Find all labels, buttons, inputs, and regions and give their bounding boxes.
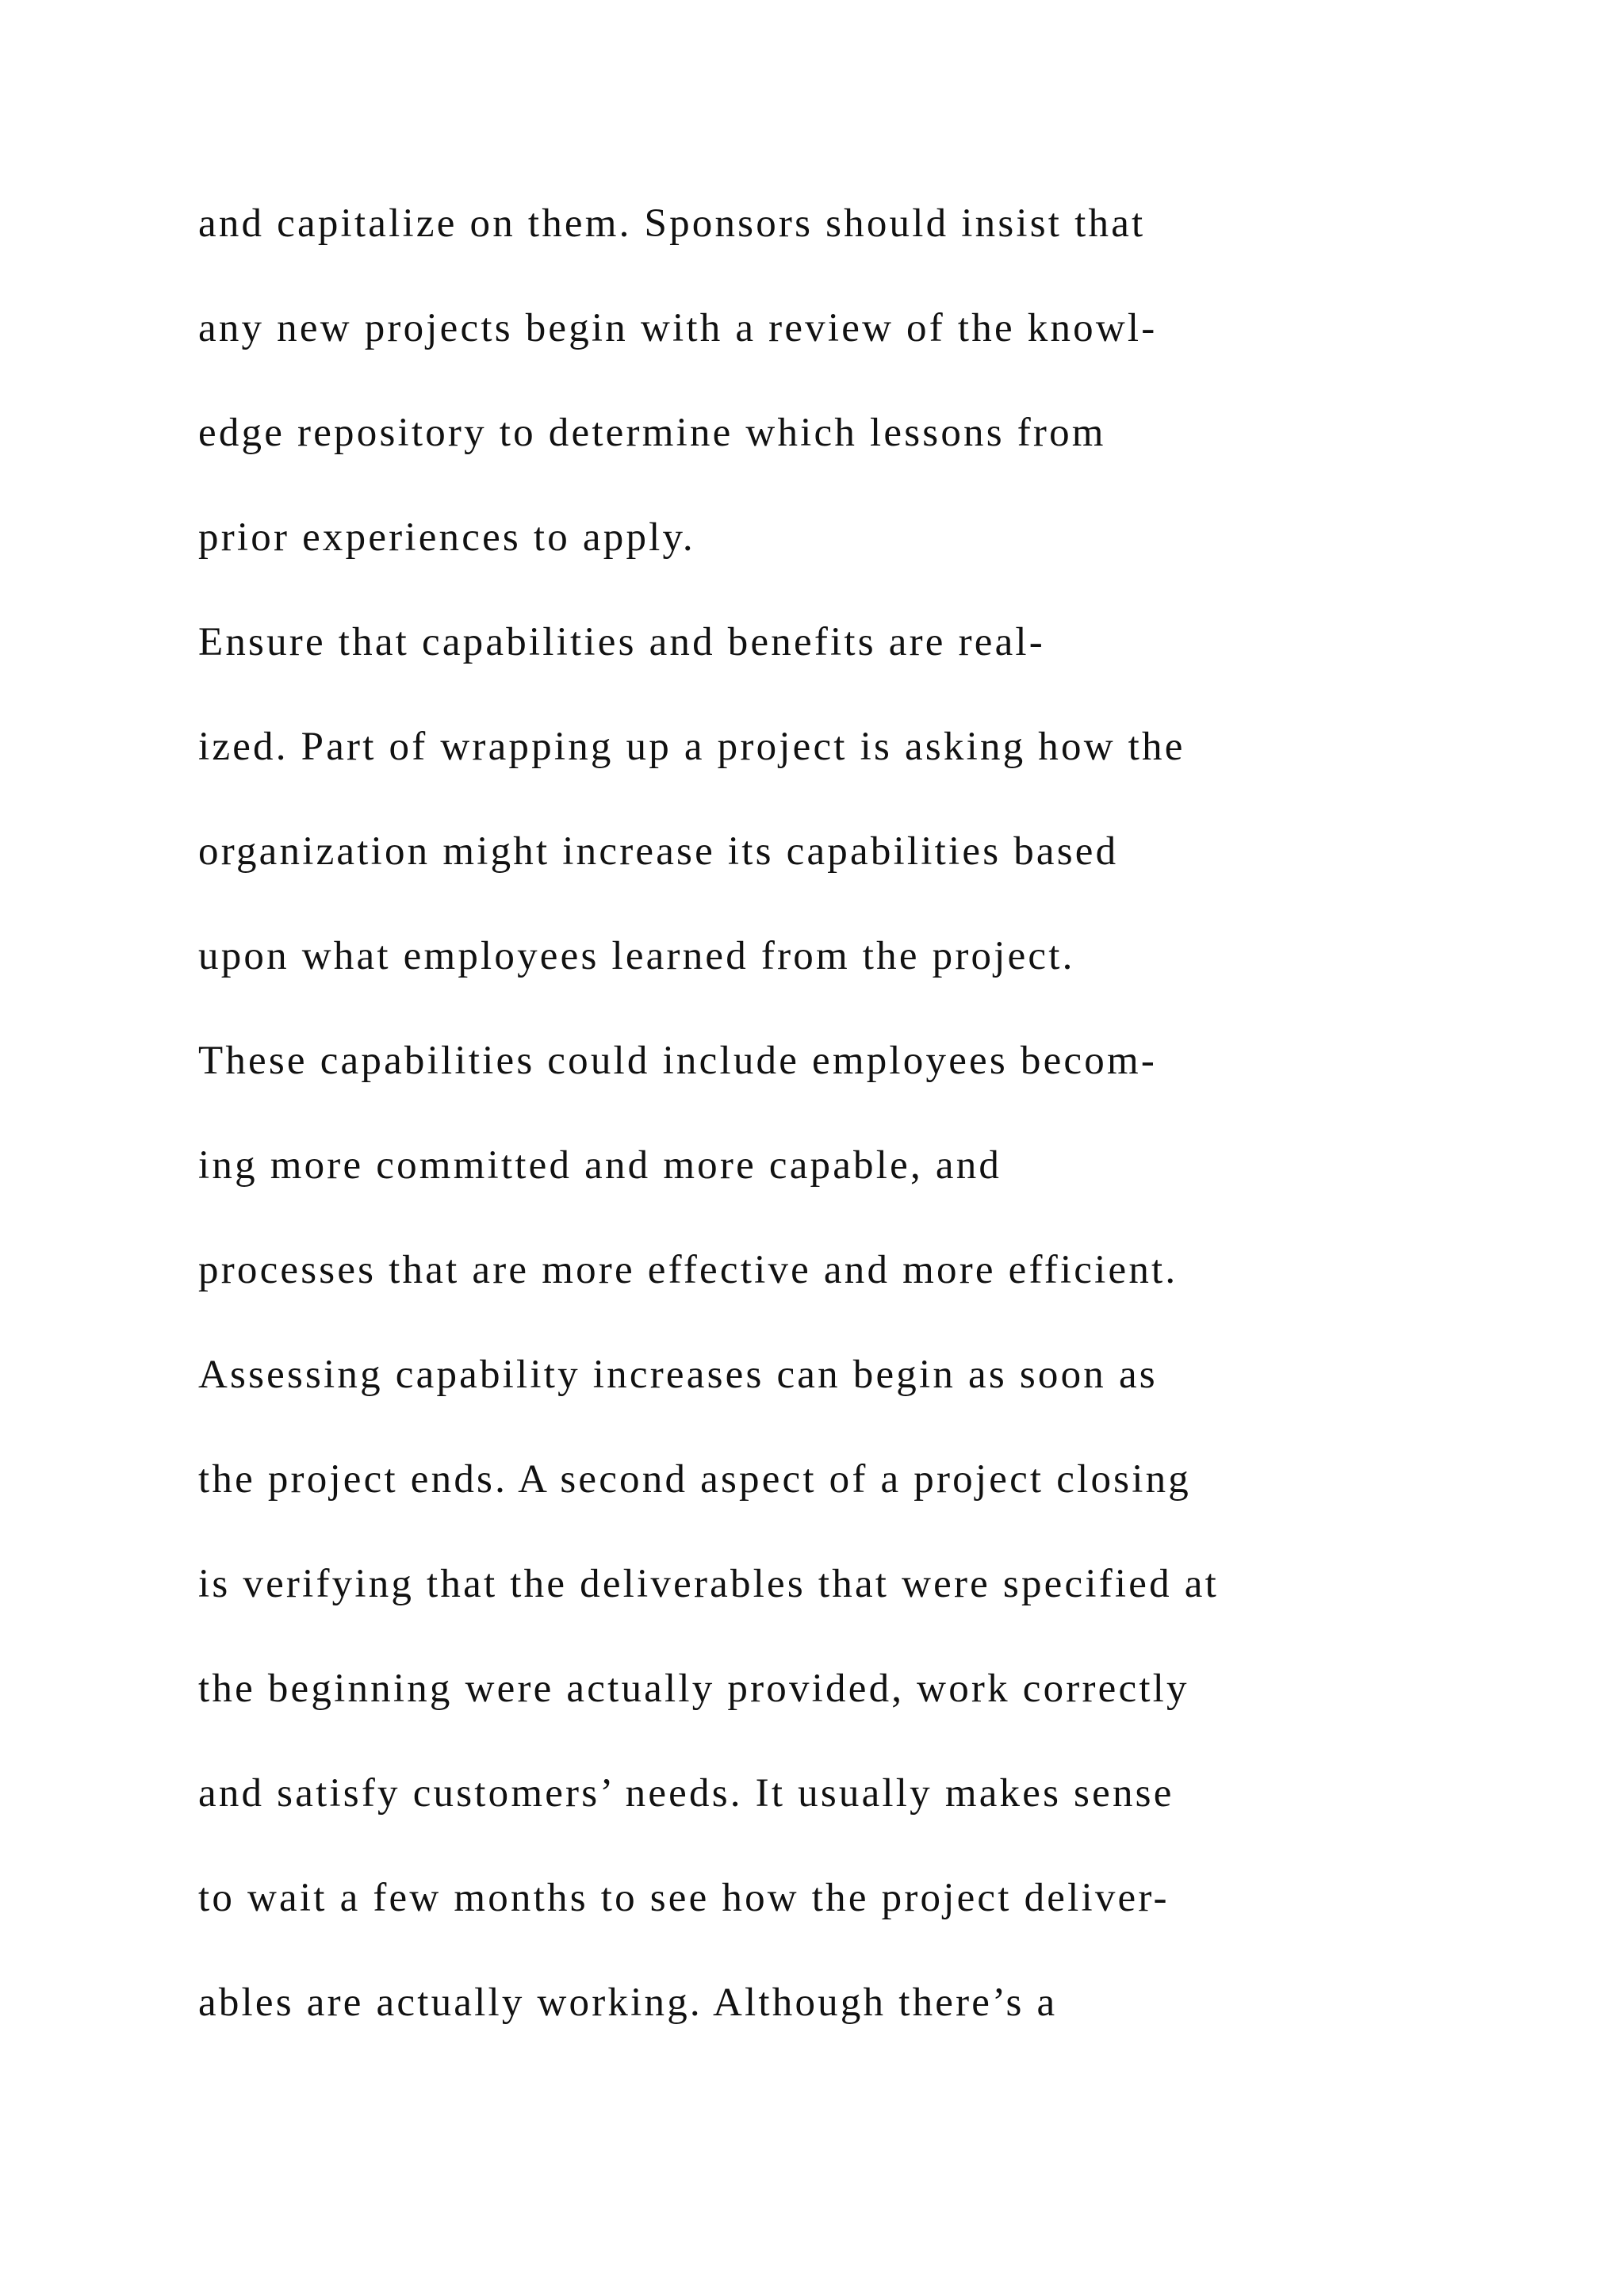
text-line: ables are actually working. Although there’s a [198, 1980, 1058, 2025]
text-line: organization might increase its capabilities based [198, 829, 1119, 874]
text-line: to wait a few months to see how the project deliver- [198, 1876, 1170, 1920]
text-line: any new projects begin with a review of the knowl- [198, 306, 1158, 350]
text-line: prior experiences to apply. [198, 515, 695, 560]
text-line: These capabilities could include employees becom- [198, 1039, 1157, 1083]
text-line: the beginning were actually provided, work correctly [198, 1667, 1189, 1711]
text-line: upon what employees learned from the project. [198, 934, 1075, 978]
text-line: Ensure that capabilities and benefits are real- [198, 620, 1045, 664]
text-line: is verifying that the deliverables that were specified at [198, 1562, 1219, 1606]
text-line: processes that are more effective and more efficient. [198, 1248, 1178, 1292]
text-line: Assessing capability increases can begin as soon as [198, 1353, 1158, 1397]
text-line: and capitalize on them. Sponsors should insist that [198, 201, 1146, 246]
text-line: edge repository to determine which lessons from [198, 411, 1106, 455]
text-line: ized. Part of wrapping up a project is asking how the [198, 725, 1185, 769]
text-line: the project ends. A second aspect of a project closing [198, 1457, 1191, 1502]
text-line: ing more committed and more capable, and [198, 1143, 1002, 1188]
text-line: and satisfy customers’ needs. It usually makes sense [198, 1771, 1174, 1816]
body-text [198, 188, 1546, 2072]
